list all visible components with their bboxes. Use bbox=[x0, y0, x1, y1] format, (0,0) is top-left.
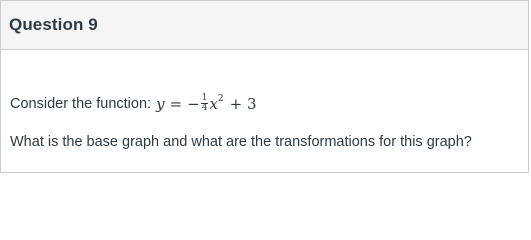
eq-var: x bbox=[209, 94, 218, 113]
eq-fraction bbox=[201, 94, 209, 113]
function-equation bbox=[156, 94, 256, 113]
prompt-text: Consider the function: bbox=[10, 95, 152, 112]
eq-lhs: y bbox=[156, 94, 165, 113]
eq-frac-den: 4 bbox=[201, 103, 208, 113]
eq-exponent: 2 bbox=[217, 93, 224, 104]
eq-tail: + 3 bbox=[229, 94, 257, 113]
question-follow-up: What is the base graph and what are the transformations for this graph? bbox=[10, 134, 472, 150]
question-title: Question 9 bbox=[9, 15, 98, 34]
eq-equals: = bbox=[169, 94, 183, 113]
eq-sign: − bbox=[187, 94, 200, 113]
question-prompt bbox=[10, 94, 257, 113]
question-header bbox=[1, 1, 528, 50]
eq-frac-num: 1 bbox=[201, 93, 208, 103]
